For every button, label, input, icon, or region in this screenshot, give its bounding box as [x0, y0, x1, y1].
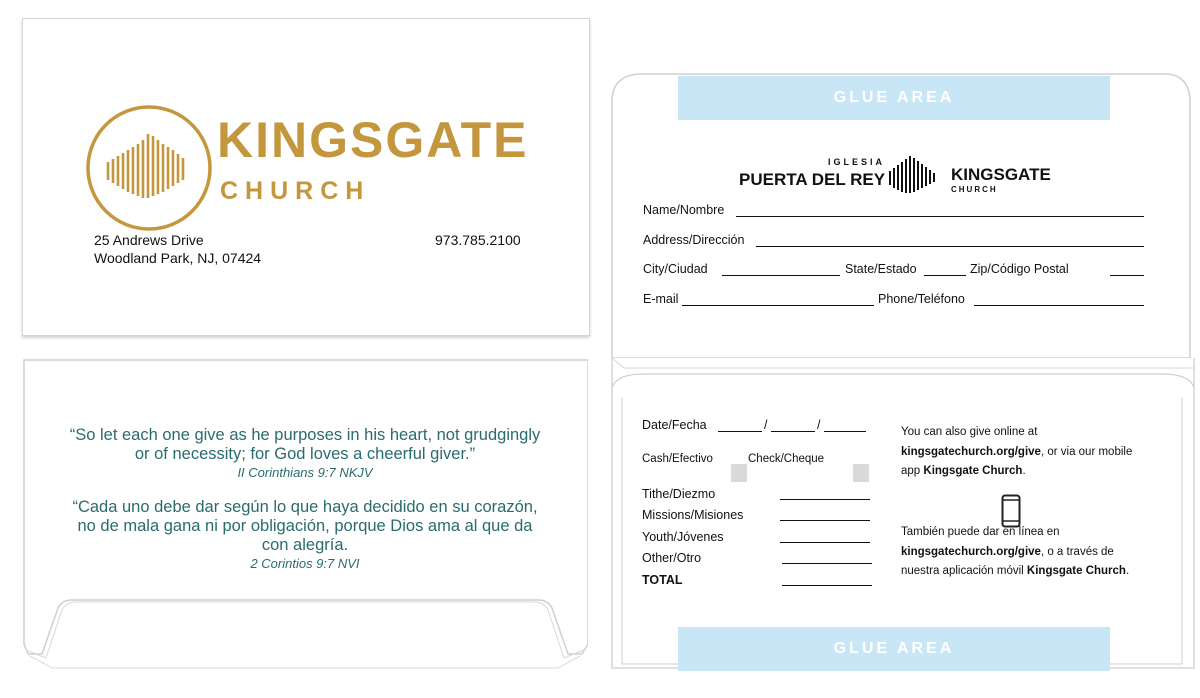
online-en-text-1: You can also give online at	[901, 426, 1038, 438]
online-es-url: kingsgatechurch.org/give	[901, 545, 1041, 558]
address-label: Address/Dirección	[643, 233, 745, 247]
online-en-text-3: app	[901, 465, 924, 477]
total-amount-field[interactable]	[782, 585, 872, 586]
brand-subtitle: CHURCH	[220, 177, 371, 205]
city-field[interactable]	[722, 275, 840, 276]
date-slash-2: /	[817, 418, 821, 432]
youth-amount-field[interactable]	[780, 542, 870, 543]
total-label: TOTAL	[642, 573, 683, 587]
front-card	[22, 18, 590, 336]
brand-name: KINGSGATE	[217, 112, 529, 168]
state-label: State/Estado	[845, 262, 917, 276]
online-en-url: kingsgatechurch.org/give	[901, 445, 1041, 458]
missions-amount-field[interactable]	[780, 520, 870, 521]
date-label: Date/Fecha	[642, 418, 707, 432]
tithe-label: Tithe/Diezmo	[642, 487, 716, 501]
cash-label: Cash/Efectivo	[642, 453, 713, 465]
address-field[interactable]	[756, 246, 1144, 247]
verse-spanish: “Cada uno debe dar según lo que haya decidido en su corazón, no de mala gana ni por obligación, porque Dios ama al que da con alegría.	[72, 498, 538, 554]
logo-puerta-text: PUERTA DEL REY	[739, 170, 886, 189]
kingsgate-logo-icon	[85, 104, 213, 232]
phone-label: Phone/Teléfono	[878, 292, 965, 306]
verse-english-block	[62, 426, 548, 482]
other-amount-field[interactable]	[782, 563, 872, 564]
address-line-2: Woodland Park, NJ, 07424	[94, 250, 262, 266]
city-label: City/Ciudad	[643, 262, 708, 276]
zip-label: Zip/Código Postal	[970, 262, 1069, 276]
online-en-app: Kingsgate Church	[923, 465, 1023, 477]
check-checkbox[interactable]	[853, 464, 869, 482]
name-field[interactable]	[736, 216, 1144, 217]
online-es-text-3: nuestra aplicación móvil	[901, 565, 1027, 577]
glue-area-top: GLUE AREA	[678, 76, 1110, 120]
other-label: Other/Otro	[642, 551, 702, 565]
date-day-field[interactable]	[771, 431, 815, 432]
missions-label: Missions/Misiones	[642, 508, 744, 522]
youth-label: Youth/Jóvenes	[642, 530, 724, 544]
address-line-1: 25 Andrews Drive	[94, 232, 204, 248]
date-month-field[interactable]	[718, 431, 762, 432]
cash-checkbox[interactable]	[731, 464, 747, 482]
email-label: E-mail	[643, 292, 679, 306]
email-field[interactable]	[682, 305, 874, 306]
state-field[interactable]	[924, 275, 966, 276]
date-slash-1: /	[764, 418, 768, 432]
name-label: Name/Nombre	[643, 203, 725, 217]
phone-field[interactable]	[974, 305, 1144, 306]
verse-english-reference: II Corinthians 9:7 NKJV	[237, 465, 373, 480]
zip-field[interactable]	[1110, 275, 1144, 276]
online-en-text-2: , or via our mobile	[1040, 445, 1133, 458]
kingsgate-bars-icon	[886, 155, 944, 195]
phone-number: 973.785.2100	[435, 232, 521, 248]
verse-spanish-block	[62, 498, 548, 573]
online-en-text-4: .	[1022, 465, 1026, 477]
online-es-app: Kingsgate Church	[1026, 565, 1126, 577]
verse-english: “So let each one give as he purposes in his heart, not grudgingly or of necessity; for God loves a cheerful giver.”	[69, 426, 541, 463]
online-giving-spanish	[901, 523, 1161, 582]
date-year-field[interactable]	[824, 431, 866, 432]
tithe-amount-field[interactable]	[780, 499, 870, 500]
check-label: Check/Cheque	[748, 453, 825, 465]
glue-area-bottom: GLUE AREA	[678, 627, 1110, 671]
online-es-text-1: También puede dar en línea en	[901, 526, 1060, 538]
online-giving-english	[901, 423, 1151, 482]
online-es-text-4: .	[1125, 565, 1130, 577]
logo-iglesia-text: IGLESIA	[828, 157, 886, 167]
logo-kingsgate-text: KINGSGATE	[951, 165, 1051, 184]
online-es-text-2: , o a través de	[1040, 545, 1114, 558]
envelope-back-flap	[22, 358, 588, 676]
logo-church-text: CHURCH	[951, 185, 998, 194]
verse-spanish-reference: 2 Corintios 9:7 NVI	[250, 556, 360, 571]
